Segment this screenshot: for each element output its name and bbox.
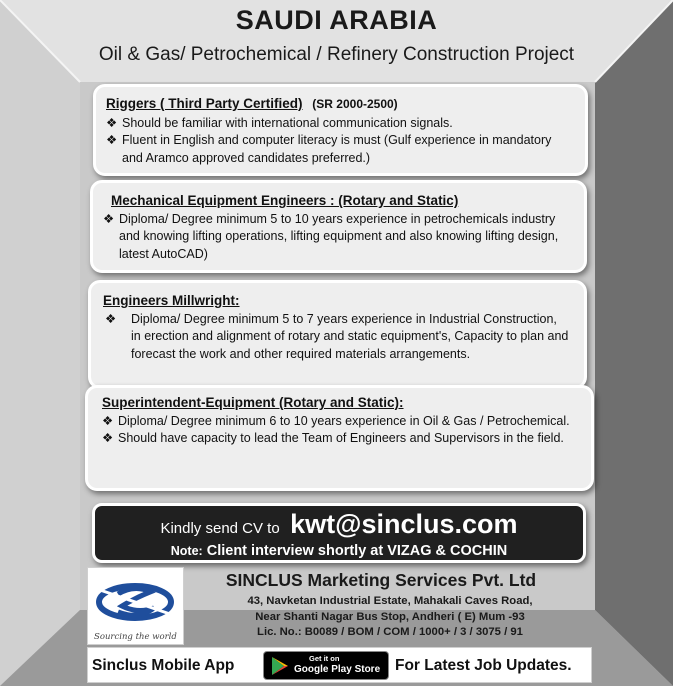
job-title: Riggers ( Third Party Certified) <box>106 96 303 111</box>
company-logo <box>87 567 184 645</box>
company-name: SINCLUS Marketing Services Pvt. Ltd <box>225 570 537 590</box>
job-title: Engineers Millwright: <box>103 293 240 308</box>
note-label: Note: <box>170 544 203 558</box>
job-card-millwright <box>88 280 587 389</box>
job-requirement: ❖ Diploma/ Degree minimum 6 to 10 years experience in Oil & Gas / Petrochemical. <box>102 413 575 431</box>
job-card-riggers <box>93 84 588 176</box>
job-salary: (SR 2000-2500) <box>312 97 398 111</box>
job-requirement: ❖ Diploma/ Degree minimum 5 to 7 years experience in Industrial Construction, in erection and alignment of rotary and static equipment's, Capacity to plan and forecast the work and other required materials arrangements. <box>103 311 570 364</box>
diamond-bullet-icon: ❖ <box>102 431 114 446</box>
diamond-bullet-icon: ❖ <box>102 413 114 428</box>
diamond-bullet-icon: ❖ <box>106 133 118 148</box>
job-requirement: ❖ Diploma/ Degree minimum 5 to 10 years experience in petrochemicals industry and knowing lifting operations, lifting equipment and also knowing lifting design, latest AutoCAD) <box>103 211 570 264</box>
sinclus-logo-icon <box>88 568 183 632</box>
logo-tagline: Sourcing the world <box>94 632 177 642</box>
job-card-superintendent <box>85 385 594 491</box>
job-card-mechanical-engineers <box>90 180 587 273</box>
job-requirement: ❖ Should be familiar with international communication signals. <box>106 115 573 133</box>
store-name: Google Play Store <box>294 664 381 675</box>
page-title: SAUDI ARABIA <box>235 5 438 35</box>
company-address-line2: Near Shanti Nagar Bus Stop, Andheri ( E) Mum -93 <box>255 610 525 623</box>
google-play-icon <box>270 656 290 676</box>
google-play-button[interactable] <box>263 651 389 680</box>
mobile-app-label: Sinclus Mobile App <box>92 657 235 674</box>
job-updates-label: For Latest Job Updates. <box>395 657 572 674</box>
company-address-line1: 43, Navketan Industrial Estate, Mahakali Caves Road, <box>247 595 533 607</box>
job-requirement: ❖ Should have capacity to lead the Team of Engineers and Supervisors in the field. <box>102 430 575 448</box>
page-subtitle: Oil & Gas/ Petrochemical / Refinery Construction Project <box>98 44 575 65</box>
job-requirement: ❖ Fluent in English and computer literacy is must (Gulf experience in mandatory and Aramco approved candidates preferred.) <box>106 132 573 167</box>
job-title: Superintendent-Equipment (Rotary and Static): <box>102 395 404 410</box>
diamond-bullet-icon: ❖ <box>105 311 117 326</box>
store-small-text: Get it on <box>309 654 340 663</box>
email-link[interactable]: kwt@sinclus.com <box>290 509 518 539</box>
license-number: Lic. No.: B0089 / BOM / COM / 1000+ / 3 / 3075 / 91 <box>257 626 523 638</box>
job-title: Mechanical Equipment Engineers : (Rotary and Static) <box>111 193 459 208</box>
contact-box <box>92 503 586 563</box>
send-cv-label: Kindly send CV to <box>160 520 280 537</box>
interview-note: Client interview shortly at VIZAG & COCHIN <box>206 543 508 559</box>
company-info <box>190 570 590 641</box>
diamond-bullet-icon: ❖ <box>106 115 118 130</box>
app-banner <box>87 647 592 683</box>
diamond-bullet-icon: ❖ <box>103 211 115 226</box>
